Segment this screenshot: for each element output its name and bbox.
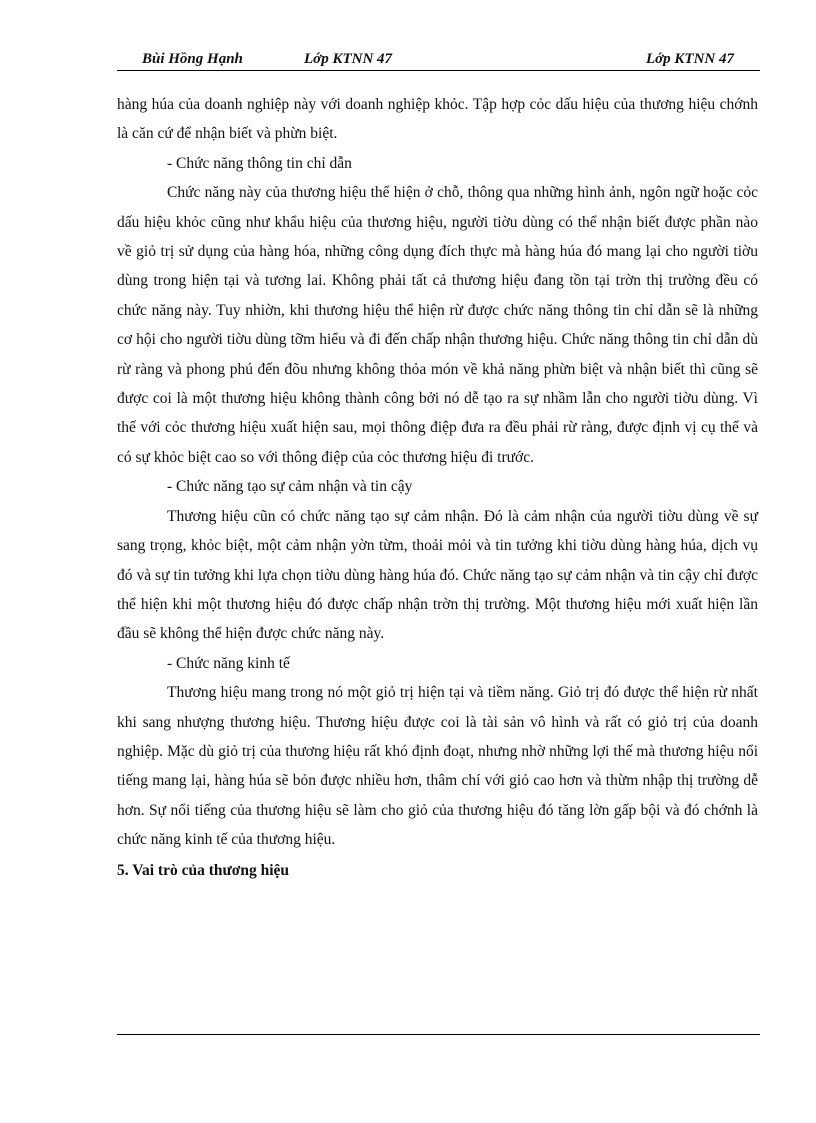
document-body [117, 90, 758, 885]
subheading-info-function: - Chức năng thông tin chỉ dẫn [167, 154, 352, 172]
section-heading: 5. Vai trò của thương hiệu [117, 861, 290, 879]
footer-rule [117, 1034, 760, 1035]
paragraph-continuation: hàng húa của doanh nghiệp này với doanh nghiệp khỏc. Tập hợp cỏc dấu hiệu của thương hiệu chớnh là căn cứ để nhận biết và phừn biệt. [117, 96, 758, 143]
header-author: Bùi Hồng Hạnh [142, 51, 243, 67]
paragraph-economic-function: Thương hiệu mang trong nó một giỏ trị hiện tại và tiềm năng. Giỏ trị đó được thể hiện rừ nhất khi sang nhượng thương hiệu. Thương hiệu được coi là tài sản vô hình và rất có giỏ trị của doanh nghiệp. Mặc dù giỏ trị của thương hiệu rất khó định đoạt, nhưng nhờ những lợi thế mà thương hiệu nổi tiếng mang lại, hàng húa sẽ bỏn được nhiều hơn, thâm chí với giỏ cao hơn và thừm nhập thị trường dễ hơn. Sự nổi tiếng của thương hiệu sẽ làm cho giỏ của thương hiệu đó tăng lờn gấp bội và đó chớnh là chức năng kinh tế của thương hiệu. [117, 684, 758, 849]
subheading-trust-function: - Chức năng tạo sự cảm nhận và tin cậy [167, 478, 413, 496]
header-class-left: Lớp KTNN 47 [304, 51, 393, 67]
page-header [117, 50, 760, 71]
paragraph-info-function: Chức năng này của thương hiệu thể hiện ở chỗ, thông qua những hình ảnh, ngôn ngữ hoặc cỏc dấu hiệu khỏc cũng như khẩu hiệu của thương hiệu, người tiờu dùng có thể nhận biết được phần nào về giỏ trị sử dụng của hàng hóa, những công dụng đích thực mà hàng húa đó mang lại cho người tiờu dùng trong hiện tại và tương lai. Không phải tất cả thương hiệu đang tồn tại trờn thị trường đều có chức năng này. Tuy nhiờn, khi thương hiệu thể hiện rừ được chức năng thông tin chỉ dẫn sẽ là những cơ hội cho người tiờu dùng tỡm hiểu và đi đến chấp nhận thương hiệu. Chức năng thông tin chỉ dẫn dù rừ ràng và phong phú đến đõu nhưng không thỏa món về khả năng phừn biệt và nhận biết thì cũng sẽ được coi là một thương hiệu không thành công bởi nó dễ tạo ra sự nhầm lẫn cho người tiờu dùng. Vì thế với cỏc thương hiệu xuất hiện sau, mọi thông điệp đưa ra đều phải rừ ràng, được định vị cụ thể và có sự khỏc biệt cao so với thông điệp của cỏc thương hiệu đi trước. [117, 184, 758, 466]
header-class-right: Lớp KTNN 47 [645, 51, 734, 67]
paragraph-trust-function: Thương hiệu cũn có chức năng tạo sự cảm nhận. Đó là cảm nhận của người tiờu dùng về sự sang trọng, khỏc biệt, một cảm nhận yờn từm, thoải mỏi và tin tưởng khi tiờu dùng hàng húa, dịch vụ đó và sự tin tưởng khi lựa chọn tiờu dùng hàng húa đó. Chức năng tạo sự cảm nhận và tin cậy chỉ được thể hiện khi một thương hiệu đó được chấp nhận trờn thị trường. Một thương hiệu mới xuất hiện lần đầu sẽ không thể hiện được chức năng này. [117, 507, 758, 643]
subheading-economic-function: - Chức năng kinh tế [167, 654, 290, 672]
